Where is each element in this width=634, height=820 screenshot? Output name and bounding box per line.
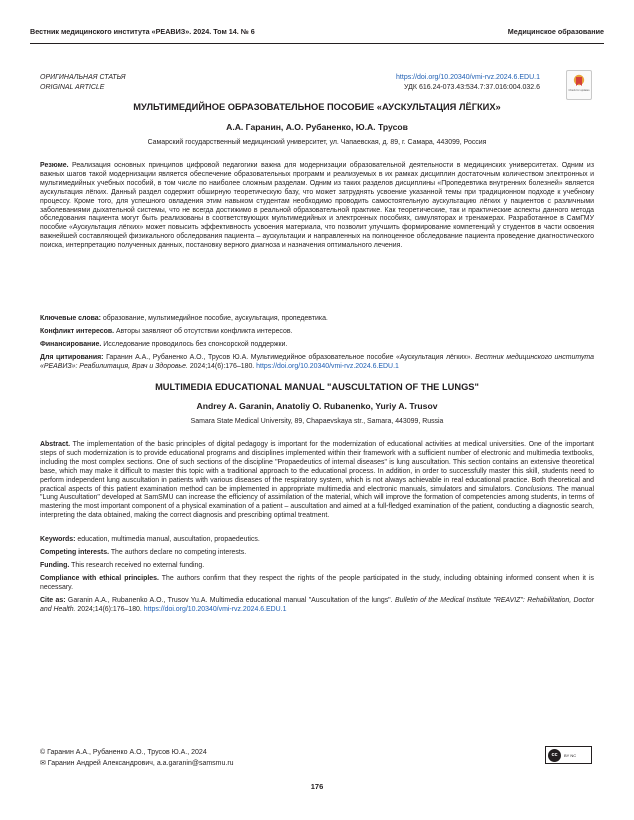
cc-license-badge[interactable] — [545, 746, 592, 764]
keywords-label-ru: Ключевые слова: — [40, 315, 101, 322]
funding-ru — [40, 341, 594, 350]
article-identifiers — [396, 73, 540, 92]
cite-text-en: Garanin A.A., Rubanenko A.O., Trusov Yu.A. Multimedia educational manual "Auscultation of the lungs". — [67, 597, 393, 604]
cite-label-ru: Для цитирования: — [40, 354, 104, 361]
title-ru: МУЛЬТИМЕДИЙНОЕ ОБРАЗОВАТЕЛЬНОЕ ПОСОБИЕ «АУСКУЛЬТАЦИЯ ЛЁГКИХ» — [133, 102, 501, 112]
bookmark-icon — [573, 74, 585, 88]
ethics-label-en: Compliance with ethical principles. — [40, 575, 159, 582]
running-header — [30, 27, 604, 36]
ethics-en — [40, 575, 594, 593]
cite-doi-link-en[interactable]: https://doi.org/10.20340/vmi-rvz.2024.6.EDU.1 — [143, 605, 287, 613]
keywords-en — [40, 536, 594, 545]
authors-ru: А.А. Гаранин, А.О. Рубаненко, Ю.А. Трусов — [226, 122, 408, 132]
abstract-en — [40, 441, 594, 521]
journal-name: Вестник медицинского института «РЕАВИЗ». 2024. Том 14. № 6 — [30, 27, 255, 36]
article-type — [40, 73, 126, 92]
badge-label: Check for updates — [568, 89, 590, 92]
citation-ru — [40, 354, 594, 372]
conflict-label-ru: Конфликт интересов. — [40, 328, 115, 335]
cite-volume-ru: 2024;14(6):176–180. — [189, 362, 255, 370]
funding-text-ru: Исследование проводилось без спонсорской поддержки. — [103, 341, 288, 348]
contact-line: ✉ Гаранин Андрей Александрович, a.a.garanin@samsmu.ru — [40, 760, 234, 767]
cite-journal-ru: Вестник медицинского института «РЕАВИЗ»: Реабилитация, Врач и Здоровье. — [40, 354, 594, 370]
section-name: Медицинское образование — [507, 27, 604, 36]
keywords-text-ru: образование, мультимедийное пособие, аускультация, пропедевтика. — [102, 315, 328, 322]
abstract-text-ru: Реализация основных принципов цифровой педагогики важна для модернизации образовательной деятельности в медицинских университетах. Одним из важных шагов такой модернизации является обеспечение образовательных программ и реализуемых в их рамках дисциплин достаточным количеством электронных и мультимедийных учебных пособий, в том числе по наиболее сложным разделам. Одним из таких разделов дисциплины «Пропедевтика внутренних болезней» является аускультация лёгких. Данный раздел содержит обширную теоретическую базу, что может затруднять усвоение указанной темы при традиционном подходе к учебному процессу. Кроме того, для успешного овладения этим навыком студентам необходимо проводить самостоятельную аускультацию лёгких у пациентов с различными заболеваниями дыхательной системы, что не всегда достижимо в реальной образовательной практике. Как теоретические, так и практические аспекты данного метода обследования пациента могут быть реализованы в соответствующих мультимедийных и электронных пособиях, симуляторах и тренажерах. Разработанное в СамГМУ пособие «Аускультация лёгких» может повысить эффективность усвоения материала, что позволит улучшить формирование компетенций у студентов в части освоения важнейшей составляющей физикального обследования пациента – аускультации и направленных на полноценное обследование пациента проведение диагностического поиска, интерпретацию полученных данных, постановку верного диагноза и назначения оптимального лечения. — [40, 162, 594, 250]
keywords-ru — [40, 315, 594, 324]
article-type-ru: ОРИГИНАЛЬНАЯ СТАТЬЯ — [40, 74, 126, 81]
cite-journal-en: Bulletin of the Medical Institute "REAVIZ": Rehabilitation, Doctor and Health. — [40, 597, 594, 613]
affiliation-ru: Самарский государственный медицинский университет, ул. Чапаевская, д. 89, г. Самара, 443099, Россия — [147, 139, 487, 146]
doi-link[interactable]: https://doi.org/10.20340/vmi-rvz.2024.6.EDU.1 — [396, 74, 540, 81]
abstract-text-en: The implementation of the basic principles of digital pedagogy is important for the modernization of educational activities at medical universities. One of the important steps of such modernization is to provide educational programs and disciplines implemented within their framework with a sufficient number of electronic and multimedia textbooks, including the most complex sections. One of such sections of the discipline "Propaedeutics of internal diseases" is lung auscultation. This section contains an extensive theoretical base, which may make it difficult to master this topic with a traditional approach to the educational process. In addition, in order to successfully master this skill, students need to perform independent lung auscultation in patients with various diseases of the respiratory system, which is not always achievable in real educational practice. Both theoretical and practical aspects of this patient examination method can be implemented in appropriate multimedia and electronic manuals, simulators and simulators. — [40, 441, 594, 493]
funding-label-en: Funding. — [40, 562, 70, 569]
competing-en — [40, 549, 594, 558]
page-number: 176 — [310, 782, 324, 791]
competing-text-en: The authors declare no competing interests. — [110, 549, 247, 556]
citation-en — [40, 597, 594, 615]
conflict-ru — [40, 328, 594, 337]
cite-text-ru: Гаранин А.А., Рубаненко А.О., Трусов Ю.А. Мультимедийное образовательное пособие «Аускультация лёгких». — [106, 354, 473, 361]
cite-doi-link-ru[interactable]: https://doi.org/10.20340/vmi-rvz.2024.6.EDU.1 — [256, 362, 399, 370]
cc-by-nc-icons: BY NC — [564, 752, 577, 758]
abstract-ru — [40, 162, 594, 251]
header-divider — [30, 43, 604, 44]
funding-label-ru: Финансирование. — [40, 341, 102, 348]
cc-logo-icon: cc — [548, 749, 561, 762]
conclusions-text-en: The manual "Lung Auscultation" developed at SamSMU can increase the efficiency of assimilation of the material, which will improve the formation of competencies among students, in terms of mastering the most important component of a physical examination of a patient – auscultation and aimed at a full-fledged examination of the patient, conducting a diagnostic search, interpreting the data obtained, making the correct diagnosis and prescribing optimal treatment. — [40, 485, 594, 520]
abstract-label-ru: Резюме. — [40, 162, 69, 169]
conflict-text-ru: Авторы заявляют об отсутствии конфликта интересов. — [115, 328, 293, 335]
affiliation-en: Samara State Medical University, 89, Chapaevskaya str., Samara, 443099, Russia — [190, 418, 444, 425]
abstract-label-en: Abstract. — [40, 441, 71, 448]
cite-volume-en: 2024;14(6):176–180. — [77, 605, 142, 613]
cite-label-en: Cite as: — [40, 597, 66, 604]
title-en: MULTIMEDIA EDUCATIONAL MANUAL "AUSCULTATION OF THE LUNGS" — [155, 382, 479, 392]
funding-text-en: This research received no external funding. — [71, 562, 205, 569]
authors-en: Andrey A. Garanin, Anatoliy O. Rubanenko, Yuriy A. Trusov — [196, 401, 438, 411]
ethics-text-en: The authors confirm that they respect the rights of the people participated in the study, including obtaining informed consent when it is necessary. — [40, 575, 594, 591]
copyright-line: © Гаранин А.А., Рубаненко А.О., Трусов Ю.А., 2024 — [40, 749, 207, 756]
check-for-updates-badge[interactable] — [566, 70, 592, 100]
udc-code: УДК 616.24-073.43:534.7:37.016:004.032.6 — [404, 83, 540, 91]
competing-label-en: Competing interests. — [40, 549, 109, 556]
keywords-label-en: Keywords: — [40, 536, 76, 543]
conclusions-label-en: Conclusions. — [514, 485, 555, 493]
funding-en — [40, 562, 594, 571]
article-type-en: ORIGINAL ARTICLE — [40, 83, 105, 91]
keywords-text-en: education, multimedia manual, auscultation, propaedeutics. — [77, 536, 260, 543]
